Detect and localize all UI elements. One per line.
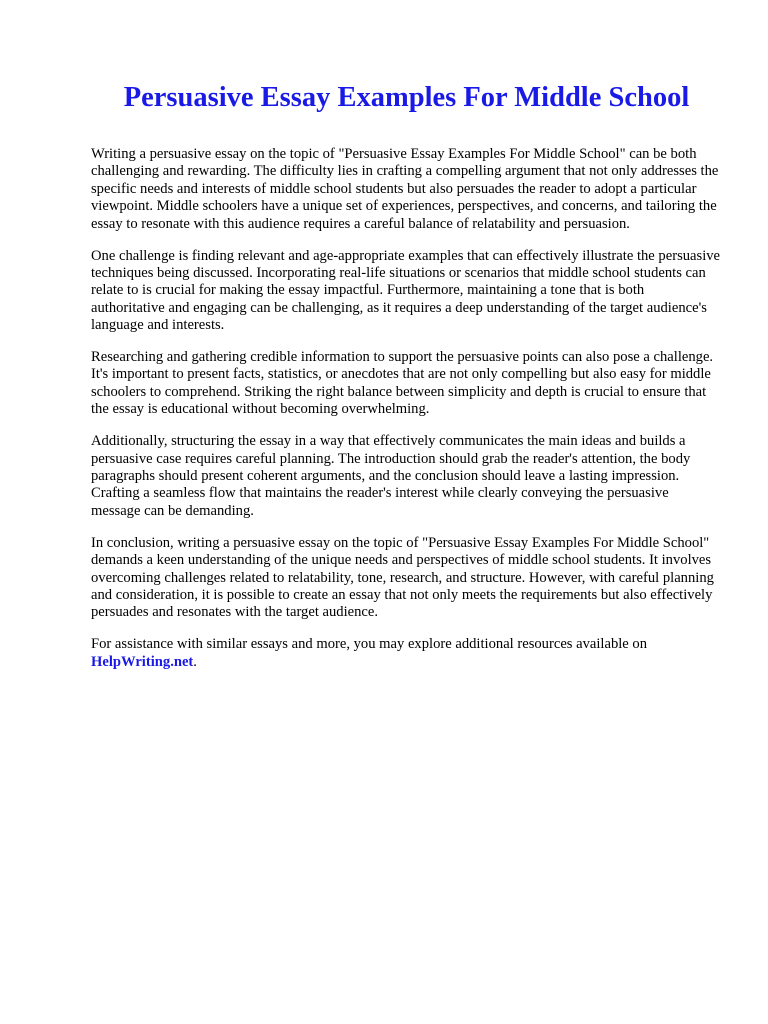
paragraph-examples: One challenge is finding relevant and age-appropriate examples that can effectively illustrate the persuasive techniques being discussed. Incorporating real-life situations or scenarios that middle school students can relate to is crucial for making the essay impactful. Furthermore, maintaining a tone that is both authoritative and engaging can be challenging, as it requires a deep understanding of the target audience's language and interests. (91, 247, 721, 334)
document-body (91, 146, 721, 686)
paragraph-research: Researching and gathering credible information to support the persuasive points can also pose a challenge. It's important to present facts, statistics, or anecdotes that are not only compelling but also easy for middle schoolers to comprehend. Striking the right balance between simplicity and depth is crucial to ensure that the essay is educational without becoming overwhelming. (91, 349, 714, 418)
paragraph-closing (91, 636, 721, 671)
closing-punctuation: . (193, 653, 197, 670)
closing-text: For assistance with similar essays and more, you may explore additional resources available on (91, 636, 648, 653)
page-title: Persuasive Essay Examples For Middle School (123, 82, 690, 113)
paragraph-conclusion: In conclusion, writing a persuasive essay on the topic of "Persuasive Essay Examples For Middle School" demands a keen understanding of the unique needs and perspectives of middle school students. It involves overcoming challenges related to relatability, tone, research, and structure. However, with careful planning and consideration, it is possible to create an essay that not only meets the requirements but also effectively persuades and resonates with the target audience. (91, 534, 714, 621)
paragraph-structure: Additionally, structuring the essay in a way that effectively communicates the main ideas and builds a persuasive case requires careful planning. The introduction should grab the reader's attention, the body paragraphs should present coherent arguments, and the conclusion should leave a lasting impression. Crafting a seamless flow that maintains the reader's interest while clearly conveying the persuasive message can be demanding. (91, 433, 691, 519)
helpwriting-link[interactable]: HelpWriting.net (91, 653, 194, 670)
paragraph-intro: Writing a persuasive essay on the topic of "Persuasive Essay Examples For Middle School" can be both challenging and rewarding. The difficulty lies in crafting a compelling argument that not only addresses the specific needs and interests of middle school students but also persuades the reader to adopt a particular viewpoint. Middle schoolers have a unique set of experiences, perspectives, and concerns, and tailoring the essay to resonate with this audience requires a careful balance of relatability and persuasion. (91, 146, 719, 232)
